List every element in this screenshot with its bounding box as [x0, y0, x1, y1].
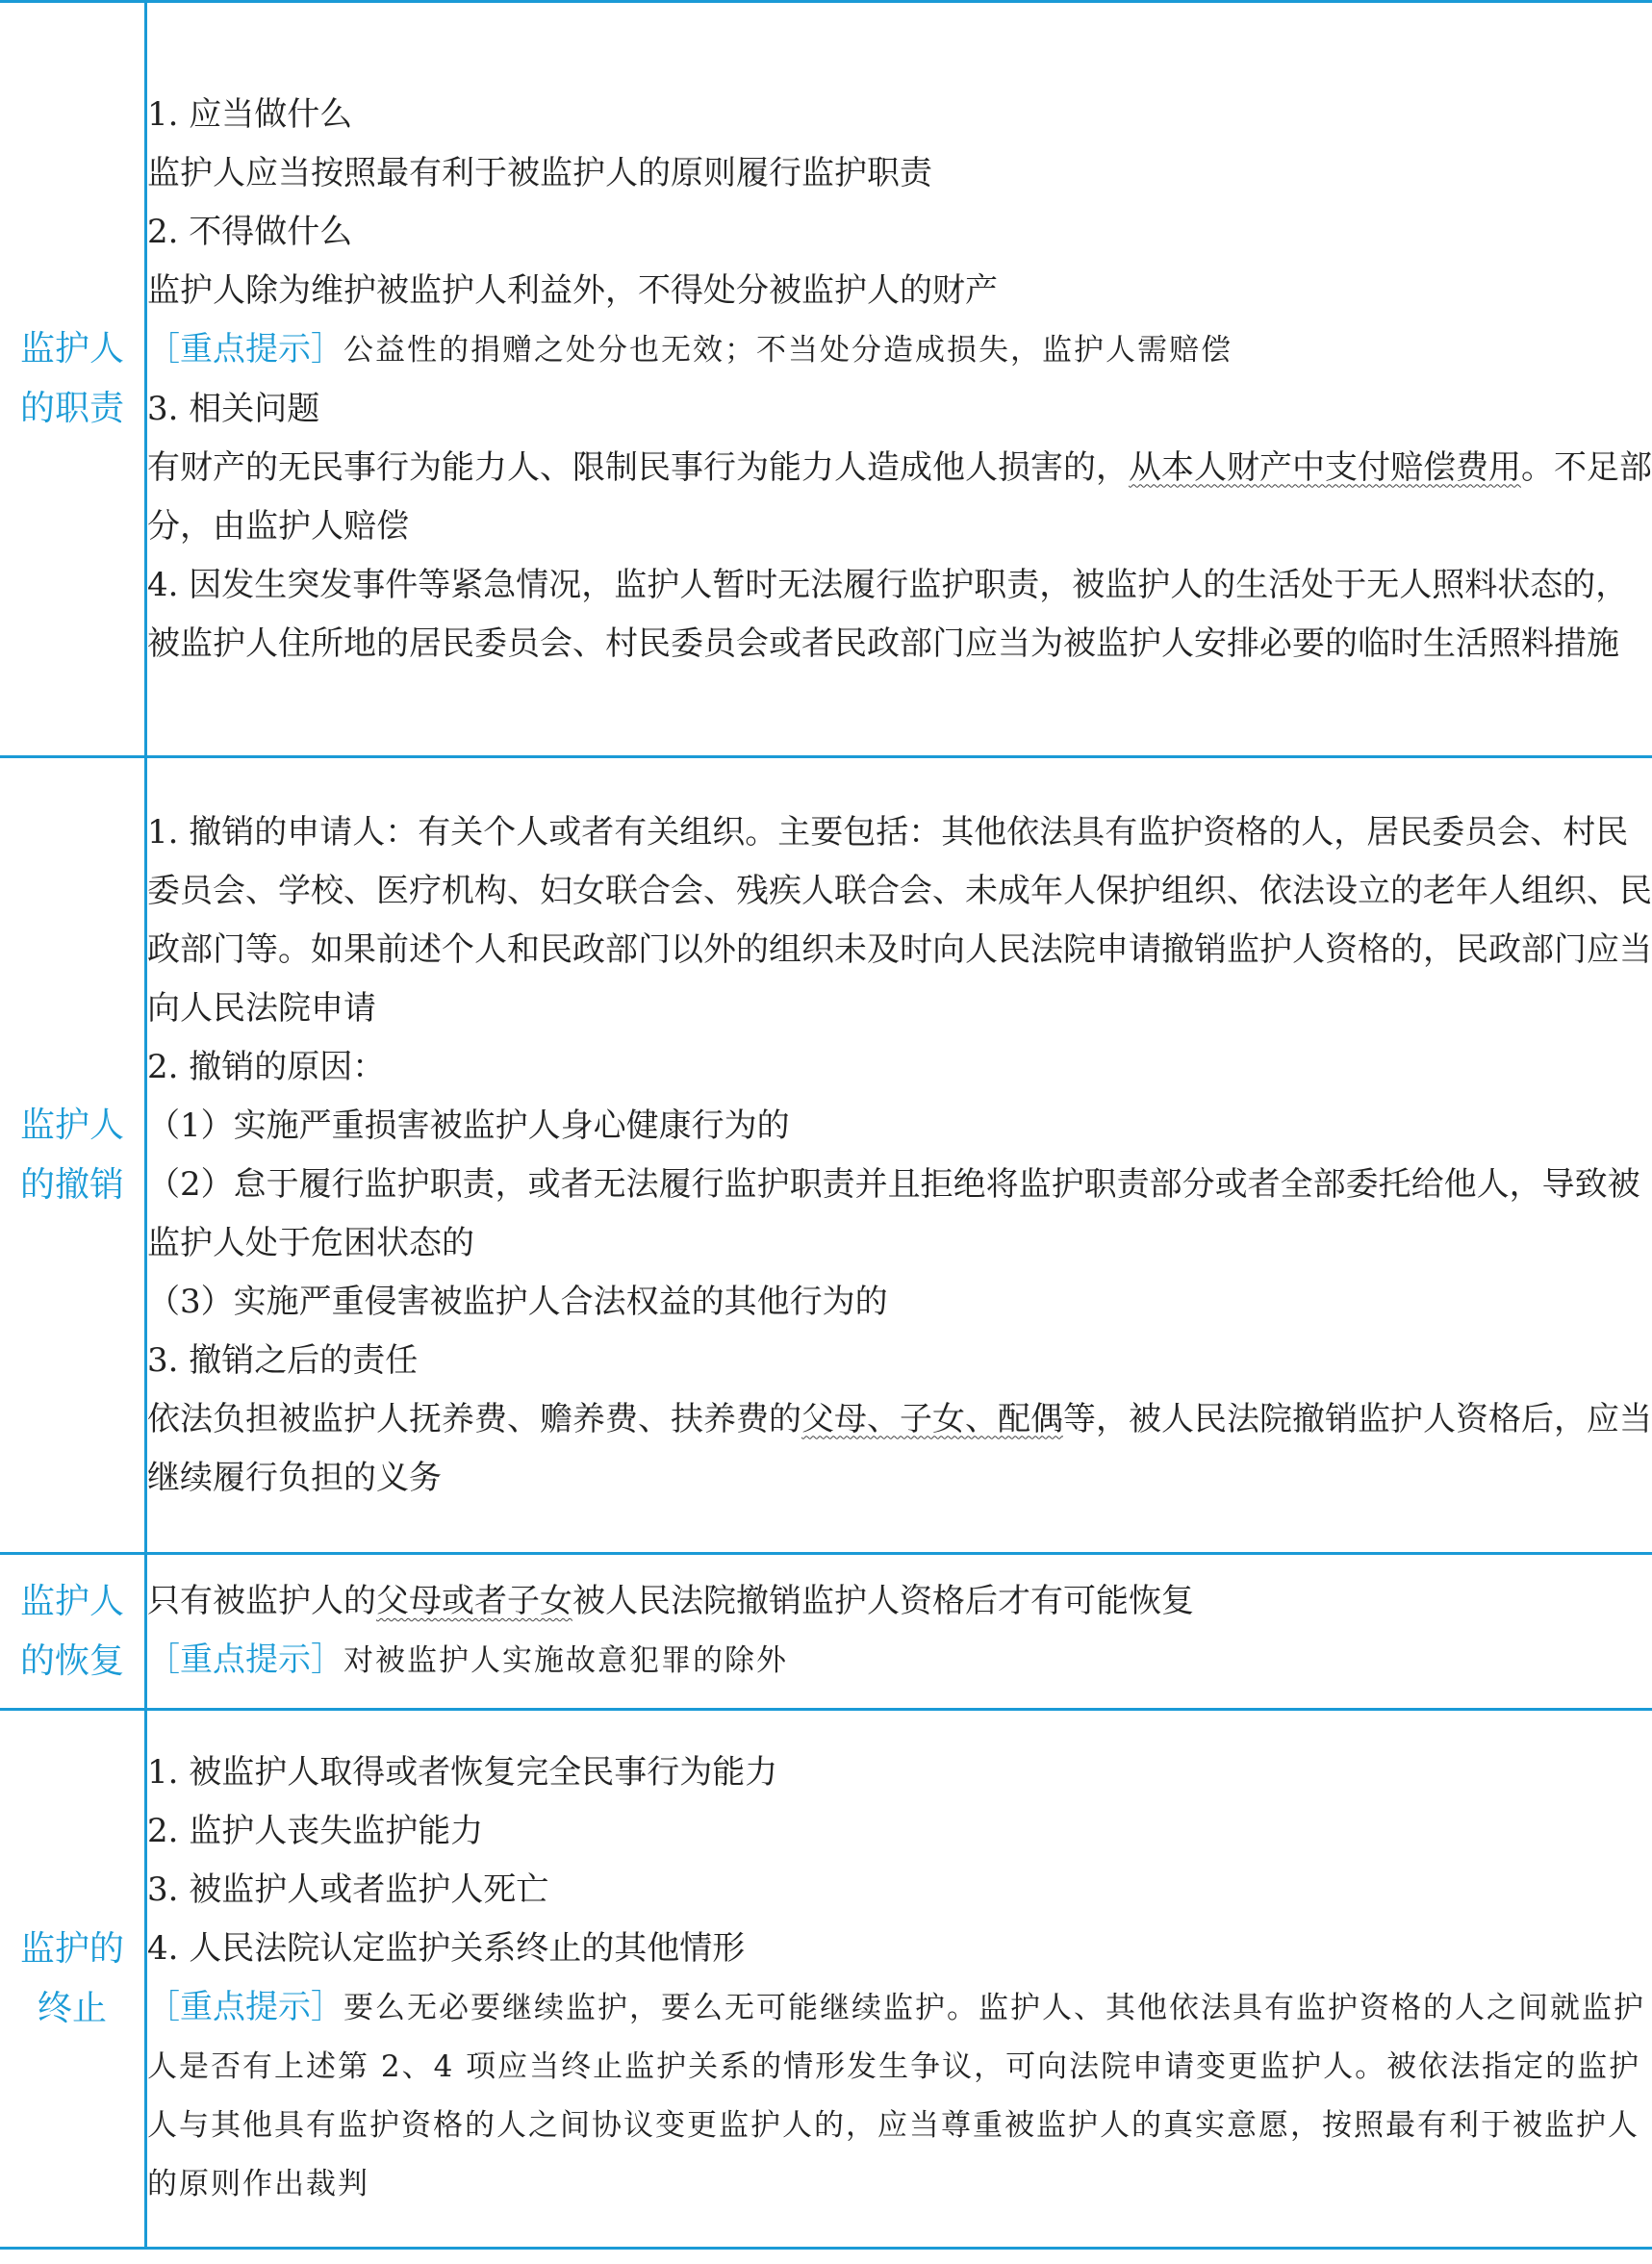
- text-segment: 有财产的无民事行为能力人、限制民事行为能力人造成他人损害的，: [147, 447, 1129, 487]
- emphasized-text: 从本人财产中支付赔偿费用: [1129, 447, 1521, 487]
- list-item: 1. 应当做什么: [147, 94, 353, 134]
- key-tip: [147, 320, 1652, 380]
- row-label-line: 监护人: [19, 1581, 124, 1621]
- text-segment: 被人民法院撤销监护人资格后才有可能恢复: [572, 1582, 1194, 1620]
- list-item: [147, 1390, 1652, 1508]
- row-label-revocation: [0, 757, 146, 1554]
- list-item: 1. 撤销的申请人：有关个人或者有关组织。主要包括：其他依法具有监护资格的人，居民委员会、村民委员会、学校、医疗机构、妇女联合会、残疾人联合会、未成年人保护组织、依法设立的老年人组织、民政部门等。如果前述个人和民政部门以外的组织未及时向人民法院申请撤销监护人资格的，民政部门应当向人民法院申请: [147, 812, 1652, 1028]
- row-label-line: 监护的: [19, 1928, 124, 1969]
- row-label-duties: [0, 2, 146, 757]
- table-row-restoration: [0, 1554, 1652, 1710]
- table-row-termination: [0, 1710, 1652, 2249]
- list-item: 3. 相关问题: [147, 389, 320, 428]
- emphasized-text: 父母、子女、配偶: [801, 1399, 1063, 1438]
- row-label-termination: [0, 1710, 146, 2249]
- row-content-revocation: [146, 757, 1652, 1554]
- list-item: （1）实施严重损害被监护人身心健康行为的: [147, 1106, 790, 1145]
- row-label-line: 的恢复: [19, 1641, 124, 1681]
- key-tip: [147, 1978, 1652, 2214]
- table-row-duties: [0, 2, 1652, 757]
- list-item: （2）怠于履行监护职责，或者无法履行监护职责并且拒绝将监护职责部分或者全部委托给他人，导致被监护人处于危困状态的: [147, 1164, 1640, 1262]
- list-item: 3. 撤销之后的责任: [147, 1340, 419, 1380]
- key-tip-label: ［重点提示］: [147, 1988, 343, 2026]
- text-segment: 。不足部分，由监护人赔偿: [147, 447, 1652, 546]
- key-tip-text: 对被监护人实施故意犯罪的除外: [343, 1643, 788, 1678]
- key-tip-text: 要么无必要继续监护，要么无可能继续监护。监护人、其他依法具有监护资格的人之间就监护人是否有上述第 2、4 项应当终止监护关系的情形发生争议，可向法院申请变更监护人。被依法指定的监护人与其他具有监护资格的人之间协议变更监护人的，应当尊重被监护人的真实意愿，按照最有利于被监护人的原则作出裁判: [147, 1991, 1645, 2201]
- row-label-line: 的撤销: [19, 1164, 124, 1205]
- text-segment: 依法负担被监护人抚养费、赡养费、扶养费的: [147, 1399, 801, 1438]
- text-segment: 只有被监护人的: [147, 1582, 376, 1620]
- list-item: [147, 439, 1652, 556]
- row-label-restoration: [0, 1554, 146, 1710]
- row-label-line: 监护人: [19, 1105, 124, 1145]
- table-row-revocation: [0, 757, 1652, 1554]
- row-content-restoration: [146, 1554, 1652, 1710]
- list-item: 3. 被监护人或者监护人死亡: [147, 1870, 549, 1909]
- emphasized-text: 父母或者子女: [376, 1582, 572, 1620]
- list-item: 2. 监护人丧失监护能力: [147, 1812, 484, 1850]
- list-item: 4. 因发生突发事件等紧急情况，监护人暂时无法履行监护职责，被监护人的生活处于无人照料状态的，被监护人住所地的居民委员会、村民委员会或者民政部门应当为被监护人安排必要的临时生活照料措施: [147, 565, 1629, 663]
- row-content-termination: [146, 1710, 1652, 2249]
- key-tip-text: 公益性的捐赠之处分也无效；不当处分造成损失，监护人需赔偿: [343, 332, 1233, 368]
- row-label-line: 监护人: [19, 329, 124, 369]
- row-label-line: 的职责: [19, 389, 124, 428]
- list-item: 2. 撤销的原因：: [147, 1047, 386, 1086]
- list-item: 2. 不得做什么: [147, 212, 353, 251]
- list-item: 4. 人民法院认定监护关系终止的其他情形: [147, 1929, 746, 1968]
- key-tip-label: ［重点提示］: [147, 1641, 343, 1679]
- key-tip: [147, 1631, 1652, 1691]
- list-item: 监护人除为维护被监护人利益外，不得处分被监护人的财产: [147, 270, 998, 310]
- list-item: 监护人应当按照最有利于被监护人的原则履行监护职责: [147, 153, 932, 192]
- list-item: [147, 1572, 1652, 1631]
- row-label-line: 终止: [37, 1988, 107, 2028]
- list-item: （3）实施严重侵害被监护人合法权益的其他行为的: [147, 1282, 888, 1321]
- list-item: 1. 被监护人取得或者恢复完全民事行为能力: [147, 1753, 778, 1792]
- key-tip-label: ［重点提示］: [147, 329, 343, 369]
- text-segment: 等，被人民法院撤销监护人资格后，应当继续履行负担的义务: [147, 1399, 1652, 1497]
- row-content-duties: [146, 2, 1652, 757]
